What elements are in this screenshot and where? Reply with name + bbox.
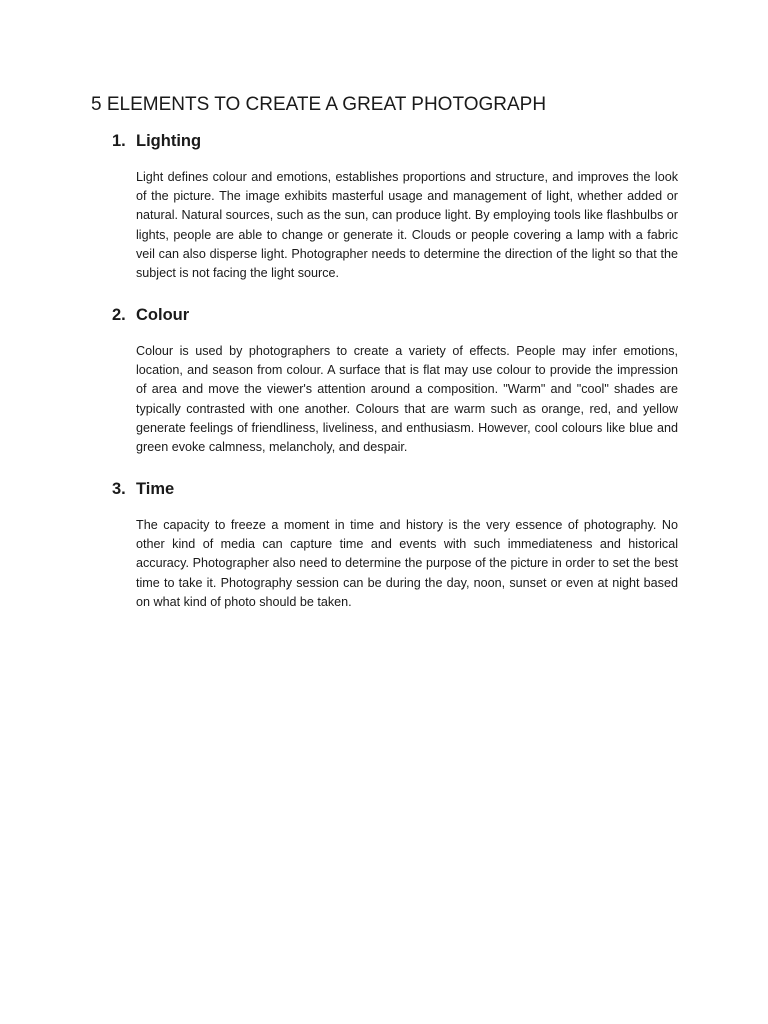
section-lighting bbox=[112, 130, 678, 283]
section-title: Lighting bbox=[136, 132, 202, 150]
section-title: Time bbox=[136, 480, 175, 498]
section-body: Light defines colour and emotions, establishes proportions and structure, and improves the look of the picture. The image exhibits masterful usage and management of light, whether added or natural. Natural sources, such as the sun, can produce light. By employing tools like flashbulbs or lights, people are able to change or generate it. Clouds or people covering a lamp with a fabric veil can also disperse light. Photographer needs to determine the direction of the light so that the subject is not facing the light source. bbox=[136, 170, 678, 281]
section-body: The capacity to freeze a moment in time and history is the very essence of photography. No other kind of media can capture time and events with such immediateness and historical accuracy. Photographer also need to determine the purpose of the picture in order to set the best time to take it. Photography session can be during the day, noon, sunset or even at night based on what kind of photo should be taken. bbox=[136, 518, 678, 609]
section-number: 3. bbox=[112, 480, 126, 498]
section-number: 1. bbox=[112, 132, 126, 150]
section-body: Colour is used by photographers to create a variety of effects. People may infer emotions, location, and season from colour. A surface that is flat may use colour to provide the impression of area and move the viewer's attention around a composition. "Warm" and "cool" shades are typically contrasted with one another. Colours that are warm such as orange, red, and yellow generate feelings of friendliness, liveliness, and enthusiasm. However, cool colours like blue and green evoke calmness, melancholy, and despair. bbox=[136, 344, 678, 455]
section-heading bbox=[112, 130, 678, 152]
section-heading bbox=[112, 478, 678, 500]
document-title: 5 ELEMENTS TO CREATE A GREAT PHOTOGRAPH bbox=[91, 94, 547, 115]
section-colour bbox=[112, 304, 678, 457]
section-number: 2. bbox=[112, 306, 126, 324]
section-heading bbox=[112, 304, 678, 326]
section-time bbox=[112, 478, 678, 612]
section-title: Colour bbox=[136, 306, 190, 324]
